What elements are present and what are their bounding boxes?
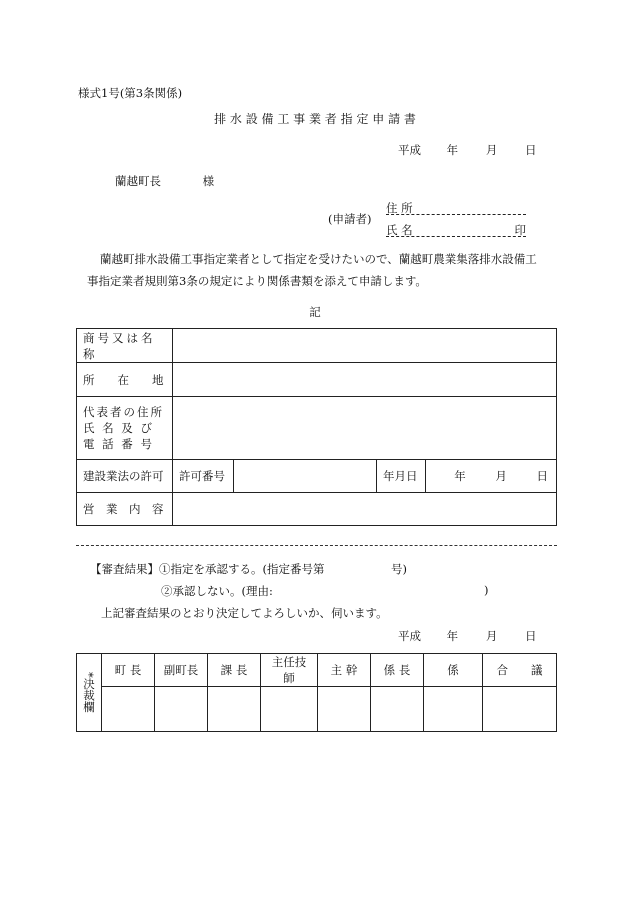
date-line-2 xyxy=(398,628,536,644)
representative-line-3: 電 話 番 号 xyxy=(83,437,154,451)
body-line-1: 蘭越町排水設備工事指定業者として指定を受けたいので、蘭越町農業集落排水設備工 xyxy=(100,252,537,266)
review-request: 上記審査結果のとおり決定してよろしいか、伺います。 xyxy=(101,606,388,620)
ki-label: 記 xyxy=(309,305,321,319)
seal-mark: 印 xyxy=(514,223,526,237)
business-value[interactable] xyxy=(173,493,557,526)
date-month: 月 xyxy=(485,143,498,157)
form-label: 様式1号(第3条関係) xyxy=(78,86,183,100)
review-label: 【審査結果】 xyxy=(90,562,159,576)
review-deny-end: ) xyxy=(484,583,489,597)
approval-cell-section-chief[interactable] xyxy=(208,687,261,732)
location-label: 所 在 地 xyxy=(77,363,173,397)
name-label: 氏 名 xyxy=(386,223,413,237)
approval-cell-supervisor[interactable] xyxy=(318,687,371,732)
date2-month: 月 xyxy=(485,629,498,643)
representative-line-2: 氏 名 及 び xyxy=(83,421,154,435)
permit-day: 日 xyxy=(536,469,548,483)
review-approve: ①指定を承認する。(指定番号第 xyxy=(159,562,325,576)
date-era: 平成 xyxy=(398,143,421,157)
approval-col-consultation: 合 議 xyxy=(483,654,557,687)
applicant-name[interactable] xyxy=(386,222,526,237)
permit-number-label: 許可番号 xyxy=(173,460,234,493)
addressee-name: 蘭越町長 xyxy=(115,174,161,188)
approval-side-label xyxy=(77,654,102,732)
business-label: 営 業 内 容 xyxy=(77,493,173,526)
representative-value[interactable] xyxy=(173,397,557,460)
review-line-1 xyxy=(90,561,325,577)
permit-month: 月 xyxy=(495,469,507,483)
approval-col-subsection-chief: 係 長 xyxy=(371,654,424,687)
date2-day: 日 xyxy=(524,629,537,643)
approval-col-section-chief: 課 長 xyxy=(208,654,261,687)
approval-col-mayor: 町 長 xyxy=(102,654,155,687)
date2-era: 平成 xyxy=(398,629,421,643)
date-line xyxy=(398,142,536,158)
address-label: 住 所 xyxy=(386,201,413,215)
applicant-label: (申請者) xyxy=(328,212,372,226)
applicant-address[interactable] xyxy=(386,200,526,215)
permit-year: 年 xyxy=(454,469,466,483)
application-table xyxy=(76,328,557,526)
permit-number-value[interactable] xyxy=(234,460,377,493)
approval-cell-deputy-mayor[interactable] xyxy=(155,687,208,732)
approval-col-chief-engineer: 主任技師 xyxy=(261,654,318,687)
divider xyxy=(76,545,557,546)
date-year: 年 xyxy=(446,143,459,157)
date-day: 日 xyxy=(524,143,537,157)
body-line-2: 事指定業者規則第3条の規定により関係書類を添えて申請します。 xyxy=(87,274,427,288)
page-title: 排 水 設 備 工 事 業 者 指 定 申 請 書 xyxy=(214,112,416,126)
approval-col-staff: 係 xyxy=(424,654,483,687)
approval-side-text: *決裁欄 xyxy=(82,672,96,713)
location-value[interactable] xyxy=(173,363,557,397)
approval-cell-subsection-chief[interactable] xyxy=(371,687,424,732)
trade-name-label: 商号又は名称 xyxy=(77,329,173,363)
review-deny: ②承認しない。(理由: xyxy=(161,584,273,598)
date2-year: 年 xyxy=(446,629,459,643)
review-approve-end: 号) xyxy=(391,562,407,576)
addressee xyxy=(115,173,214,189)
approval-col-supervisor: 主 幹 xyxy=(318,654,371,687)
addressee-honorific: 様 xyxy=(202,174,215,188)
permit-date-label: 年月日 xyxy=(377,460,426,493)
representative-line-1: 代表者の住所 xyxy=(83,405,164,419)
approval-table xyxy=(76,653,557,732)
permit-date-value[interactable] xyxy=(426,460,557,493)
approval-cell-consultation[interactable] xyxy=(483,687,557,732)
approval-col-deputy-mayor: 副町長 xyxy=(155,654,208,687)
representative-label xyxy=(77,397,173,460)
approval-cell-mayor[interactable] xyxy=(102,687,155,732)
construction-permit-label: 建設業法の許可 xyxy=(77,460,173,493)
trade-name-value[interactable] xyxy=(173,329,557,363)
approval-cell-chief-engineer[interactable] xyxy=(261,687,318,732)
approval-cell-staff[interactable] xyxy=(424,687,483,732)
